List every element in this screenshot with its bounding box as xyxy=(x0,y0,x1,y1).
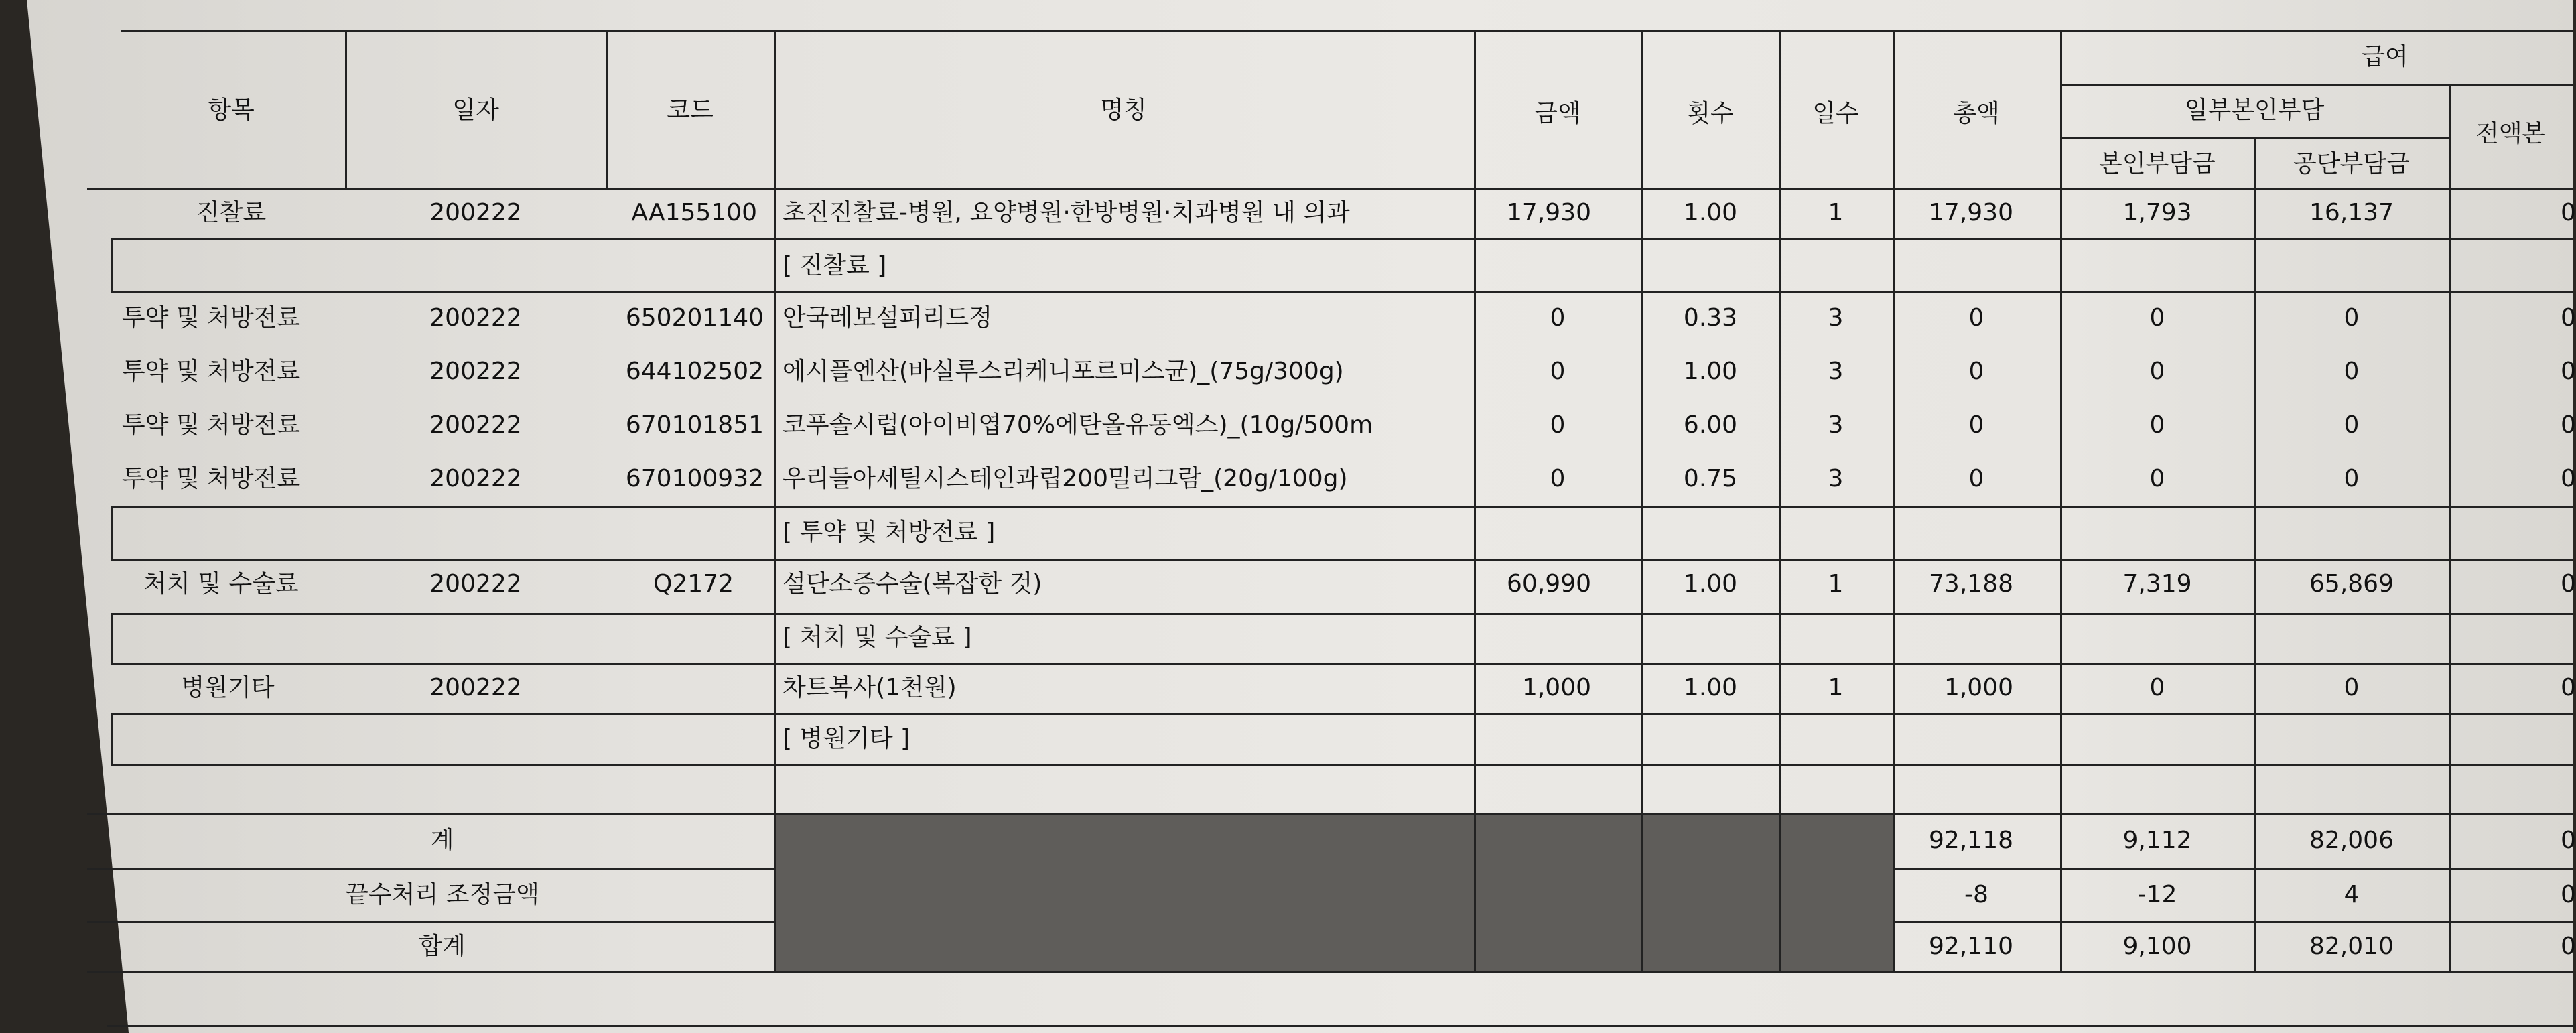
header-amount: 금액 xyxy=(1534,100,1581,127)
section-left-border xyxy=(111,713,113,764)
section-label: [ 투약 및 처방전료 ] xyxy=(783,519,996,546)
row-insurer: 0 xyxy=(2344,304,2360,332)
header-code: 코드 xyxy=(667,96,714,124)
row-total: 0 xyxy=(1968,465,1984,492)
row-amount: 0 xyxy=(1550,304,1566,332)
summary-bottom-border xyxy=(87,971,2573,973)
summary-full: 0 xyxy=(2561,827,2576,854)
header-item: 항목 xyxy=(208,96,255,124)
row-item: 병원기타 xyxy=(181,674,275,701)
header-col-line xyxy=(345,30,347,188)
section-left-border xyxy=(111,238,113,291)
header-patient-copay: 본인부담금 xyxy=(2099,150,2216,178)
row-line xyxy=(111,613,2573,615)
row-full: 0 xyxy=(2561,358,2576,385)
row-days: 3 xyxy=(1828,465,1844,492)
row-date: 200222 xyxy=(429,570,522,598)
summary-full: 0 xyxy=(2561,881,2576,908)
row-insurer: 0 xyxy=(2344,411,2360,439)
summary-insurer: 82,006 xyxy=(2309,827,2394,854)
row-code: 650201140 xyxy=(625,304,764,332)
row-count: 0.33 xyxy=(1683,304,1738,332)
col-line xyxy=(2449,84,2451,971)
row-name: 에시플엔산(바실루스리케니포르미스균)_(75g/300g) xyxy=(783,358,1344,385)
row-item: 투약 및 처방전료 xyxy=(121,411,301,439)
row-count: 6.00 xyxy=(1683,411,1738,439)
section-label: [ 병원기타 ] xyxy=(783,725,910,752)
row-item: 처치 및 수술료 xyxy=(143,570,299,598)
header-days: 일수 xyxy=(1812,100,1859,127)
row-full: 0 xyxy=(2561,411,2576,439)
row-date: 200222 xyxy=(429,411,522,439)
row-full: 0 xyxy=(2561,570,2576,598)
summary-patient: -12 xyxy=(2137,881,2177,908)
row-item: 투약 및 처방전료 xyxy=(121,465,301,492)
row-days: 1 xyxy=(1828,570,1844,598)
row-amount: 0 xyxy=(1550,465,1566,492)
row-code: 644102502 xyxy=(625,358,764,385)
row-patient: 0 xyxy=(2149,465,2165,492)
header-count: 횟수 xyxy=(1687,100,1734,127)
row-insurer: 0 xyxy=(2344,358,2360,385)
row-date: 200222 xyxy=(429,304,522,332)
row-code: Q2172 xyxy=(653,570,734,598)
section-label: [ 진찰료 ] xyxy=(783,252,887,279)
shaded-cell xyxy=(1476,815,1641,971)
summary-total: -8 xyxy=(1964,881,1988,908)
row-days: 3 xyxy=(1828,358,1844,385)
row-line xyxy=(111,713,2573,715)
row-amount: 17,930 xyxy=(1507,199,1591,226)
row-days: 3 xyxy=(1828,411,1844,439)
header-date: 일자 xyxy=(452,96,499,124)
row-total: 17,930 xyxy=(1929,199,2013,226)
row-date: 200222 xyxy=(429,199,522,226)
summary-patient: 9,112 xyxy=(2122,827,2192,854)
row-amount: 0 xyxy=(1550,411,1566,439)
row-name: 안국레보설피리드정 xyxy=(783,304,992,332)
shaded-cell xyxy=(1781,815,1893,971)
row-name: 코푸솔시럽(아이비엽70%에탄올유동엑스)_(10g/500m xyxy=(783,411,1373,439)
row-total: 0 xyxy=(1968,358,1984,385)
row-amount: 0 xyxy=(1550,358,1566,385)
row-date: 200222 xyxy=(429,358,522,385)
row-insurer: 65,869 xyxy=(2309,570,2394,598)
table-top-border xyxy=(121,30,2573,32)
row-insurer: 0 xyxy=(2344,465,2360,492)
row-name: 초진진찰료-병원, 요양병원·한방병원·치과병원 내 의과 xyxy=(783,199,1350,226)
row-days: 1 xyxy=(1828,199,1844,226)
header-benefit: 급여 xyxy=(2362,43,2409,70)
summary-insurer: 4 xyxy=(2344,881,2360,908)
row-full: 0 xyxy=(2561,304,2576,332)
row-line xyxy=(111,506,2573,508)
row-patient: 0 xyxy=(2149,411,2165,439)
col-line xyxy=(2254,137,2256,971)
summary-label: 합계 xyxy=(419,933,466,960)
header-partial-copay: 일부본인부담 xyxy=(2184,96,2325,124)
summary-full: 0 xyxy=(2561,933,2576,960)
header-insurer-copay: 공단부담금 xyxy=(2293,150,2410,178)
header-col-line xyxy=(606,30,608,188)
row-full: 0 xyxy=(2561,465,2576,492)
row-patient: 7,319 xyxy=(2122,570,2192,598)
row-total: 0 xyxy=(1968,304,1984,332)
summary-total: 92,110 xyxy=(1929,933,2013,960)
row-count: 1.00 xyxy=(1683,358,1738,385)
row-count: 1.00 xyxy=(1683,199,1738,226)
row-line xyxy=(111,291,2573,293)
row-days: 3 xyxy=(1828,304,1844,332)
row-line xyxy=(111,764,2573,766)
section-left-border xyxy=(111,613,113,663)
header-name: 명칭 xyxy=(1100,96,1147,124)
row-count: 1.00 xyxy=(1683,674,1738,701)
row-patient: 0 xyxy=(2149,304,2165,332)
row-amount: 60,990 xyxy=(1507,570,1591,598)
row-name: 설단소증수술(복잡한 것) xyxy=(783,570,1042,598)
header-full-copay: 전액본 xyxy=(2476,120,2546,147)
row-patient: 0 xyxy=(2149,358,2165,385)
row-patient: 1,793 xyxy=(2122,199,2192,226)
row-insurer: 16,137 xyxy=(2309,199,2394,226)
summary-label: 계 xyxy=(430,827,454,854)
shaded-cell xyxy=(1643,815,1779,971)
shaded-cell xyxy=(776,815,1474,971)
header-total: 총액 xyxy=(1953,100,2000,127)
row-line xyxy=(111,663,2573,665)
row-code: AA155100 xyxy=(631,199,757,226)
row-count: 0.75 xyxy=(1683,465,1738,492)
row-patient: 0 xyxy=(2149,674,2165,701)
summary-patient: 9,100 xyxy=(2122,933,2192,960)
row-total: 73,188 xyxy=(1929,570,2013,598)
col-line xyxy=(2060,30,2062,971)
row-item: 투약 및 처방전료 xyxy=(121,358,301,385)
row-item: 투약 및 처방전료 xyxy=(121,304,301,332)
summary-label: 끝수처리 조정금액 xyxy=(345,881,539,908)
header-bottom-border xyxy=(87,188,2573,190)
row-days: 1 xyxy=(1828,674,1844,701)
row-code: 670101851 xyxy=(625,411,764,439)
row-count: 1.00 xyxy=(1683,570,1738,598)
header-divider-benefit xyxy=(2060,84,2573,86)
row-insurer: 0 xyxy=(2344,674,2360,701)
summary-total: 92,118 xyxy=(1929,827,2013,854)
summary-insurer: 82,010 xyxy=(2309,933,2394,960)
row-total: 0 xyxy=(1968,411,1984,439)
row-date: 200222 xyxy=(429,674,522,701)
section-label: [ 처치 및 수술료 ] xyxy=(783,624,972,651)
row-date: 200222 xyxy=(429,465,522,492)
row-item: 진찰료 xyxy=(196,199,267,226)
row-amount: 1,000 xyxy=(1521,674,1591,701)
row-total: 1,000 xyxy=(1944,674,2013,701)
next-table-border xyxy=(107,1025,2573,1027)
row-line xyxy=(111,238,2573,240)
row-code: 670100932 xyxy=(625,465,764,492)
row-name: 차트복사(1천원) xyxy=(783,674,957,701)
row-full: 0 xyxy=(2561,674,2576,701)
col-line xyxy=(1893,30,1895,971)
row-name: 우리들아세틸시스테인과립200밀리그람_(20g/100g) xyxy=(783,465,1348,492)
row-full: 0 xyxy=(2561,199,2576,226)
section-left-border xyxy=(111,506,113,559)
row-line xyxy=(111,559,2573,561)
